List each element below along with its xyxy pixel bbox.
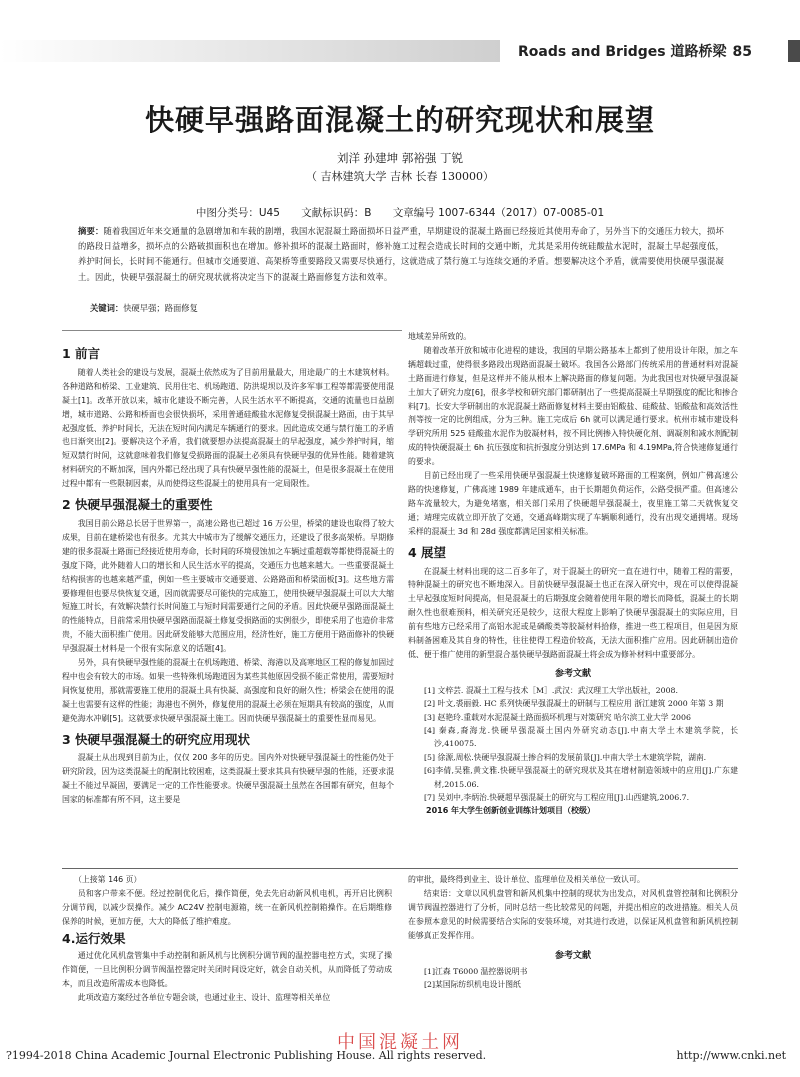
right-column <box>408 330 738 818</box>
paragraph: 员和客户带来不便。经过控制优化后，操作简便，免去先启动新风机电机，再开启比例积分调节阀，以减少误操作。减少 AC24V 控制电源箱，统一在新风机控制箱操作。在后期维修保养的时候，更加方便，大大的降低了维护难度。 <box>62 889 392 926</box>
keywords-text: 快硬早强；路面修复 <box>123 303 198 313</box>
reference-item: [2]某国际纺织机电设计图纸 <box>424 980 521 990</box>
reference-item: [1] 文梓芸. 混凝土工程与技术［M］.武汉：武汉理工大学出版社，2008. <box>424 685 678 695</box>
footer-url[interactable]: http://www.cnki.net <box>676 1049 786 1062</box>
doc-code: 文献标识码：B <box>301 207 372 219</box>
page-number: 85 <box>732 44 752 60</box>
reference-item: [1]江森 T6000 温控器说明书 <box>424 967 528 976</box>
references-title: 参考文献 <box>554 668 591 679</box>
references-title-bottom: 参考文献 <box>554 951 591 961</box>
abstract-text: 随着我国近年来交通量的急剧增加和车载的剧增，我国水泥混凝土路面损坏日益严重，早期建设的混凝土路面已经接近其使用寿命了，另外当下的交通压力较大，损坏的路段日益增多，损坏点的公路破损面积也在增加。修补损坏的混凝土路面时，修补施工过程会造成长时间的交通中断，尤其是采用传统硅酸盐水泥时，混凝土早起强度低，养护时间长，长时间不能通行。但城市交通要道、高架桥等重要路段又需要尽快通行，这就造成了禁行施工与连续交通的矛盾。想要解决这个矛盾，就需要使用快硬早强混凝土。因此，快硬早强混凝土的研究现状就将决定当下的混凝土路面修复方法和效率。 <box>78 226 724 282</box>
journal-name: Roads and Bridges 道路桥梁 <box>518 44 727 60</box>
paragraph: 混凝土从出现到目前为止，仅仅 200 多年的历史。国内外对快硬早强混凝土的性能仍处于研究阶段，因为这类混凝土的配制比较困难，这类混凝土要求其具有快硬早强的性能，还要求混凝土不能过早凝固，要满足一定的工作性能要求。快硬早强混凝土虽然在各国都有研究，但每个国家的标准都有所不同，这主要是 <box>62 753 394 805</box>
reference-item: [3] 赵艳玲.重载对水泥混凝土路面损坏机理与对策研究 哈尔滨工业大学 2006 <box>424 712 691 722</box>
footer <box>6 1049 786 1062</box>
keywords-label: 关键词： <box>90 303 124 313</box>
reference-item: [6]李倩,吴雅,黄文雅.快硬早强混凝土的研究现状及其在增材制造领域中的应用[J].广东建材,2015.06. <box>424 766 738 789</box>
paragraph: 的审批，最终得到业主、设计单位、监理单位及相关单位一致认可。 <box>408 875 645 884</box>
abstract-rule <box>62 330 402 331</box>
paragraph: 随着改革开放和城市化进程的建设，我国的早期公路基本上都到了使用设计年限，加之车辆超载过重，使得很多路段出现路面混凝土破坏。我国各公路部门传统采用的普通材料对混凝土路面进行修复，但是这样并不能从根本上解决路面的修复问题。为此我国也对快硬早强混凝土加大了研究力度[6]，很多学校和研究部门都研制出了一些提高混凝土早期强度的配比和掺合料[7]。长安大学研制出的水泥混凝土路面修复材料主要由铝酸盐、硅酸盐、铝酸盐和高效活性剂等按一定的比例组成，分为三种。施工完成后 6h 就可以满足通行要求。杭州市城市建设科学研究所用 525 硅酸盐水泥作为胶凝材料，按不同比例掺入特快硬化剂、调凝剂和减水剂配制成的特快硬混凝土 6h 抗压强度和抗折强度分别达到 17.6MPa 和 4.19MPa,符合快速修复通行的要求。 <box>408 345 738 467</box>
paragraph: 地域差异所致的。 <box>408 332 472 341</box>
bottom-left-column <box>62 873 392 1005</box>
left-column <box>62 340 394 807</box>
paragraph: 结束语：文章以风机盘管和新风机集中控制的现状为出发点，对风机盘管控制和比例积分调节阀温控器进行了分析，同时总结一些比较常见的问题，并提出相应的改进措施。相关人员在参照本意见的时候需要结合实际的安装环境，对其进行改进，以保证风机盘管和新风机控制能够真正发挥作用。 <box>408 889 738 940</box>
reference-item: [2] 叶文,裘丽毅. HC 系列快硬早强混凝土的研制与工程应用 浙江建筑 2000 年第 3 期 <box>424 699 724 709</box>
affiliation: （ 吉林建筑大学 吉林 长春 130000） <box>306 170 494 183</box>
fund-note: 2016 年大学生创新创业训练计划项目（校级） <box>426 806 596 816</box>
copyright-text: ?1994-2018 China Academic Journal Electronic Publishing House. All rights reserved. <box>6 1049 487 1062</box>
header-text <box>518 41 752 61</box>
paragraph: 在混凝土材料出现的这二百多年了，对于混凝土的研究一直在进行中，随着工程的需要，特种混凝土的研究也不断地深入。目前快硬早强混凝土也正在深入研究中，现在可以使得混凝土早起强度短时间提高，但是混凝土的后期强度会随着使用年限的增长而降低，混凝土的长期耐久性也很难预料，相关研究还是较少，这很大程度上影响了快硬早强混凝土的实际应用，目前有些地方已经采用了高铝水泥或是磷酸类等胶凝材料拾修，推进一些工程项目，但是因为原料制备困难及其自身的特性，往往使得工程造价较高，无法大面积推广应用。因此研制出造价低、便于推广使用的新型混合基快硬早强路面混凝土将会成为修补材料中重要部分。 <box>408 566 738 659</box>
paragraph: 我国目前公路总长居于世界第一，高速公路也已超过 16 万公里，桥梁的建设也取得了较大成果，目前在建桥梁也有很多。尤其大中城市为了缓解交通压力，还建设了很多高架桥。早期修建的很多混凝土路面已经接近使用寿命，长时间的环境侵蚀加之车辆过重超载等都使得混凝土的强度下降，此外随着人口的增长和人民生活水平的提高，交通压力也越来越大。一些重要混凝土结构损害的也越来越严重，例如一些主要城市交通要道、公路路面和桥梁面板[3]。这些地方需要修理但也要尽快恢复交通，因而就需要尽可能快的完成施工，使用快硬早强混凝土可以大大缩短施工时长，有效解决禁行长时间施工与短时间需要通行之间的矛盾。因此快硬早强路面混凝土的性能特点，目前常采用快硬早强路面混凝土修复受损路面的实例很少，即使采用了也造价非常贵，不能大面积推广使用。因此研发能够大范围应用，经济性好，施工方便用于路面修补的快硬早强混凝土材料是一个很有实际意义的话题[4]。 <box>62 518 394 654</box>
clc-number: 中图分类号：U45 <box>195 207 280 219</box>
keywords <box>90 302 198 314</box>
reference-item: [7] 吴刘中,李炳治.快硬超早强混凝土的研究与工程应用[J].山西建筑,2006.7. <box>424 793 690 802</box>
classification-line <box>0 205 800 220</box>
abstract <box>78 224 724 285</box>
section-heading-2: 2 快硬早强混凝土的重要性 <box>62 497 213 513</box>
watermark: 中国混凝土网 <box>337 1032 463 1053</box>
paragraph: 随着人类社会的建设与发展，混凝土依然成为了目前用量最大，用途最广的土木建筑材料。各种道路和桥梁、工业建筑、民用住宅、机场跑道、防洪堤坝以及许多军事工程等都需要使用混凝土[1]。改革开放以来，城市化建设不断完善，人民生活水平不断提高，交通的流量也日益剧增，城市道路、公路和桥面也会很快损坏，采用普通硅酸盐水泥修复受损混凝土路面，由于其早起强度低、养护时间长，无法在短时间内满足车辆通行的要求。因此造成交通与禁行施工的矛盾也日渐突出[2]。要解决这个矛盾，我们就要想办法提高混凝土的早起强度，减少养护时间，缩短双禁行时间，这就意味着我们修复受损路面的混凝土必须具有快硬早强的优异性能。随着建筑材料研究的不断加深，国内外都已经出现了具有快硬早强性能的混凝土，但是很多混凝土在使用过程中都有一些限制因素，从而使得这些混凝土的使用具有一定局限性。 <box>62 367 394 489</box>
paragraph: 通过优化风机盘管集中手动控制和新风机与比例积分调节阀的温控器电控方式，实现了操作简便，一旦比例积分调节阀温控器定时关闭时间设定好，就会自动关机，从而降低了劳动成本，而且改造所需成本也降低。 <box>62 951 392 988</box>
references-list <box>408 684 738 805</box>
abstract-label: 摘要： <box>78 226 104 236</box>
paragraph: 另外，具有快硬早强性能的混凝土在机场跑道、桥梁、海港以及高寒地区工程的修复加固过程中也会有较大的市场。如果一些特殊机场跑道因为某些其他原因受损不能正常使用，需要短时间恢复使用，那就需要施工使用的混凝土具有快凝、高强度和良好的耐久性；桥梁会在使用的混凝土也需要有这样的性能；海港也不例外，修复使用的混凝土必须在短期具有较高的强度，从而避免海水冲刷[5]。这就要求快硬早强混凝土施工。因而快硬早强混凝土的重要性显而易见。 <box>62 658 394 723</box>
article-number: 文章编号 1007-6344（2017）07-0085-01 <box>392 207 605 219</box>
paragraph: 此项改造方案经过各单位专题会谈，也通过业主、设计、监理等相关单位 <box>77 993 331 1002</box>
reference-item: [4] 秦森,裔海龙.快硬早强混凝土国内外研究动态[J].中南大学土木建筑学院，长沙,410075. <box>424 725 738 749</box>
article-title: 快硬早强路面混凝土的研究现状和展望 <box>144 103 655 137</box>
references-list-bottom <box>408 965 738 992</box>
reference-item: [5] 徐源,周松.快硬早强混凝土掺合料的发展前景[J].中南大学土木建筑学院，湖南. <box>424 752 707 762</box>
bottom-divider <box>62 868 738 869</box>
section-heading-4: 4 展望 <box>408 544 447 560</box>
section-heading-1: 1 前言 <box>62 346 101 361</box>
section-heading-3: 3 快硬早强混凝土的研究应用现状 <box>62 731 251 747</box>
section-heading-bottom: 4.运行效果 <box>62 931 126 946</box>
running-header <box>0 40 800 62</box>
continuation-note: （上接第 146 页） <box>74 875 142 884</box>
bottom-right-column <box>408 873 738 992</box>
header-tab <box>788 40 800 62</box>
authors: 刘洋 孙建坤 郭裕强 丁锐 <box>337 151 463 165</box>
paragraph: 目前已经出现了一些采用快硬早强混凝土快速修复破坏路面的工程案例，例如广佛高速公路的快速修复，广佛高速 1989 年建成通车，由于长期超负荷运作，公路受损严重。但高速公路车流量较大，为避免堵塞，相关部门采用了快硬超早强混凝土，夜里施工第二天就恢复交通；靖理完成就立即开放了交通，交通高峰期实现了车辆顺利通行，没有出现交通拥堵。现场采样的混凝土 3d 和 28d 强度都满足国家相关标准。 <box>408 471 738 536</box>
header-bar <box>0 40 500 62</box>
